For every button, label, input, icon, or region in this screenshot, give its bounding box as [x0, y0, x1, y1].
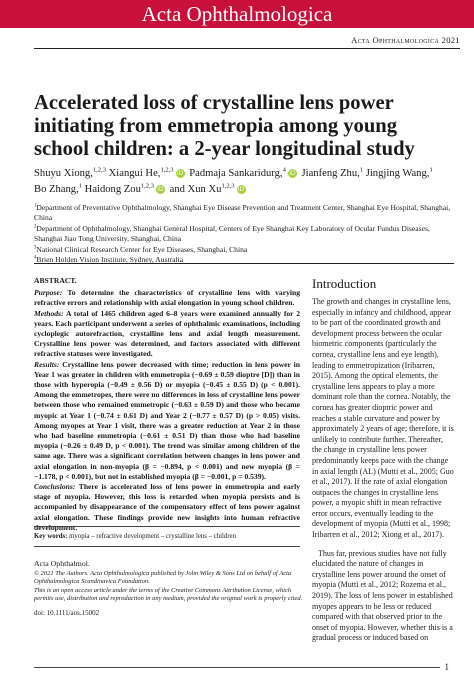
intro-paragraph: Thus far, previous studies have not fully elucidated the nature of changes in crystalline lens power around the onset of myopia (Mutti et al., 2012; Rozema et al., 2019). The loss of lens power in established myopes appears to be less or reduced compared with that observed prior to the onset of myopia. However, whether this is a gradual process or induced based on	[312, 548, 453, 643]
affiliation: $^4$Brien Holden Vision Institute, Sydney, Australia	[34, 255, 184, 265]
header-rule	[34, 48, 460, 49]
footer-rule	[34, 667, 440, 668]
author[interactable]: Haidong Zou$^{1,2,3}$iD	[84, 181, 164, 195]
abstract	[34, 276, 300, 533]
affiliation: $^1$Department of Preventative Ophthalmology, Shanghai Eye Disease Prevention and Treatment Center, Shanghai Eye Hospital, Shanghai, China	[34, 203, 451, 223]
copyright-notice: © 2021 The Authors. Acta Ophthalmologica published by John Wiley & Sons Ltd on behalf of Acta Ophthalmologica Scandinavica Foundation.	[34, 570, 292, 586]
introduction-heading: Introduction	[312, 276, 377, 291]
author[interactable]: Padmaja Sankaridurg,$^4$iD	[189, 166, 296, 179]
abstract-methods: Methods: A total of 1465 children aged 6–8 years were examined annually for 2 years. Each participant underwent a series of ophthalmic examinations, including cycloplegic autorefraction, crystalline lens and axial length measurement. Crystalline lens power was determined, and factors associated with different refractive statuses were investigated.	[34, 308, 300, 359]
affiliation: $^3$National Clinical Research Center for Eye Diseases, Shanghai, China	[34, 244, 248, 254]
abstract-heading: ABSTRACT.	[34, 276, 77, 285]
keywords: Key words: myopia – refractive development – crystalline lens – children	[34, 533, 236, 540]
journal-banner-title: Acta Ophthalmologica	[141, 2, 333, 26]
author[interactable]: Jianfeng Zhu,$^1$	[301, 166, 364, 179]
keywords-rule-top	[34, 526, 300, 527]
author[interactable]: Bo Zhang,$^1$	[34, 181, 83, 195]
intro-paragraph: The growth and changes in crystalline lens, especially in infancy and childhood, appear to be part of the coordinated growth and development process between the ocular biometric components (particularly the cornea, crystalline lens and eye length), leading to emmetropization (Iribarren, 2015). Among the optical elements, the crystalline lens appears to play a more dominant role than the cornea. Notably, the cornea has greater dioptric power and reaches a stable curvature and power by approximately 2 years of age; therefore, it is unlikely to contribute further. Thereafter, the change in crystalline lens power predominantly keeps pace with the change in axial length (AL) (Mutti et al., 2005; Guo et al., 2017). If the rate of axial elongation outpaces the changes in crystalline lens power, a myopic shift in mean refractive error occurs, eventually leading to the development of myopia (Mutti et al., 1998; Iribarren et al., 2012; Xiong et al., 2017).	[312, 297, 454, 540]
orcid-icon[interactable]: iD	[237, 185, 245, 193]
author-list	[34, 166, 454, 197]
author[interactable]: Shuyu Xiong,$^{1,2,3}$	[34, 166, 106, 179]
author[interactable]: Xiangui He,$^{1,2,3}$iD	[108, 166, 184, 179]
doi-link[interactable]: doi: 10.1111/aos.15002	[34, 609, 100, 618]
journal-banner	[0, 0, 474, 28]
page-number: 1	[442, 662, 453, 672]
article-title: Accelerated loss of crystalline lens power initiating from emmetropia among young school children: a 2-year longitudinal study	[34, 92, 415, 160]
introduction-body	[312, 297, 454, 652]
section-rule	[34, 263, 454, 264]
running-header: Acta Ophthalmologica 2021	[351, 35, 460, 45]
orcid-icon[interactable]: iD	[176, 170, 184, 178]
author[interactable]: Jingjing Wang,$^1$	[365, 166, 433, 179]
keywords-rule-bottom	[34, 546, 300, 547]
journal-abbrev: Acta Ophthalmol.	[34, 559, 90, 568]
publication-info	[34, 560, 304, 617]
affiliations	[34, 203, 459, 265]
orcid-icon[interactable]: iD	[157, 185, 164, 193]
affiliation: $^2$Department of Ophthalmology, Shanghai General Hospital, Centers of Eye Shanghai Key Laboratory of Ocular Fundus Diseases, Shanghai Jiao Tong University, Shanghai, China	[34, 223, 430, 244]
orcid-icon[interactable]: iD	[289, 170, 296, 178]
license-notice: This is an open access article under the terms of the Creative Commons Attribution License, which permits use, distribution and reproduction in any medium, provided the original work is properly cited.	[34, 586, 303, 602]
abstract-results: Results: Crystalline lens power decreased with time; reduction in lens power in Year 1 was greater in children with emmetropia (−0.69 ± 0.59 dioptre [D]) than in those with hyperopia (−0.49 ± 0.56 D) or myopia (−0.45 ± 0.55 D) (p < 0.001). Among the emmetropes, there were no differences in loss of crystalline lens power between those who remained emmetropic (−0.63 ± 0.59 D) and those who became myopic at Year 1 (−0.74 ± 0.61 D) and Year 2 (−0.77 ± 0.57 D) (p > 0.05) visits. Among myopes at Year 1 visit, there was a greater reduction at Year 2 in those who had baseline emmetropia (−0.61 ± 0.51 D) than those who had baseline myopia (−0.26 ± 0.49 D, p < 0.001). The trend was similar among children of the same age. There was a significant correlation between changes in lens power and axial elongation in non-myopia (β = −0.894, p < 0.001) and new myopia (β = −1.178, p < 0.001), but not in established myopia (β = −0.001, p = 0.539).	[34, 359, 300, 481]
author[interactable]: and Xun Xu$^{1,2,3}$iD	[169, 181, 245, 195]
abstract-purpose: Purpose: To determine the characteristics of crystalline lens with varying refractive errors and relationship with axial elongation in young school children.	[34, 288, 300, 308]
abstract-conclusions: Conclusions: There is accelerated loss of lens power in emmetropia and early stage of myopia. However, this loss is retarded when myopia persists and is accompanied by disappearance of the compensatory effect of lens power against axial elongation. These findings provide new insights into human refractive development.	[34, 482, 300, 532]
